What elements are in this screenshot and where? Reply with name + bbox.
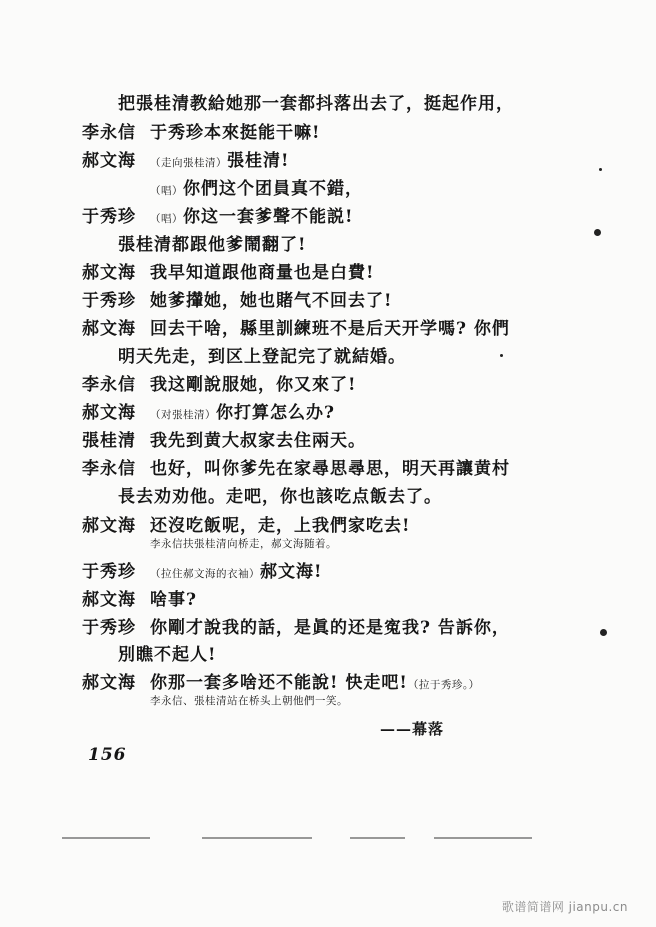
stage-direction: （对張桂清） xyxy=(150,409,216,421)
dialogue-text: 別瞧不起人! xyxy=(118,645,217,665)
speaker-name: 郝文海 xyxy=(82,516,136,536)
scan-smudge xyxy=(62,837,150,839)
scan-smudge xyxy=(202,837,312,839)
dialogue-text: 她爹攆她，她也賭气不回去了! xyxy=(150,291,393,311)
speaker-name: 李永信 xyxy=(82,375,136,395)
dialogue-line xyxy=(150,258,374,283)
speaker-name: 于秀珍 xyxy=(82,207,136,227)
dialogue-line xyxy=(150,557,322,582)
dialogue-text: 还沒吃飯呢，走，上我們家吃去! xyxy=(150,516,411,536)
dialogue-line xyxy=(150,286,392,311)
punch-mark-dot xyxy=(600,629,607,636)
dialogue-line xyxy=(150,314,510,339)
stage-direction: 李永信、張桂清站在桥头上朝他們一笑。 xyxy=(150,695,348,707)
continuation-line xyxy=(118,640,216,665)
stage-direction: （走向張桂清） xyxy=(150,157,227,169)
dialogue-line xyxy=(150,426,366,451)
dialogue-text: 張桂清都跟他爹鬧翻了! xyxy=(118,235,307,255)
dialogue-text: 回去干啥，縣里訓練班不是后天开学嗎? 你們 xyxy=(150,319,510,339)
scan-artifact-strip xyxy=(62,830,532,846)
speaker-name: 于秀珍 xyxy=(82,291,136,311)
speaker-name: 郝文海 xyxy=(82,319,136,339)
dialogue-text: 我这剛說服她，你又來了! xyxy=(150,375,357,395)
scan-smudge xyxy=(434,837,532,839)
dialogue-line xyxy=(150,613,510,638)
dialogue-text: 郝文海! xyxy=(260,562,323,582)
scan-speck xyxy=(500,354,503,357)
dialogue-line xyxy=(150,370,356,395)
speaker-name: 李永信 xyxy=(82,123,136,143)
speaker-name: 李永信 xyxy=(82,459,136,479)
stage-direction: （拉于秀珍。） xyxy=(407,679,480,691)
dialogue-text: 也好，叫你爹先在家尋思尋思，明天再讓黄村 xyxy=(150,459,510,479)
speaker-name: 郝文海 xyxy=(82,590,136,610)
dialogue-text: 你剛才說我的話，是眞的还是寃我? 告訴你， xyxy=(150,618,510,638)
curtain-falls: ——幕落 xyxy=(380,720,445,738)
dialogue-line xyxy=(150,454,510,479)
dialogue-line xyxy=(150,398,335,423)
dialogue-text: 你們这个团員真不錯， xyxy=(183,179,363,199)
continuation-line xyxy=(118,230,306,255)
dialogue-text: 我早知道跟他商量也是白費! xyxy=(150,263,375,283)
site-watermark: 歌谱简谱网 jianpu.cn xyxy=(501,900,628,914)
speaker-name: 于秀珍 xyxy=(82,562,136,582)
speaker-name: 郝文海 xyxy=(82,403,136,423)
dialogue-line xyxy=(150,118,320,143)
scan-speck xyxy=(599,168,602,171)
dialogue-text: 你这一套爹聲不能説! xyxy=(183,207,354,227)
speaker-name: 郝文海 xyxy=(82,673,136,693)
continuation-line xyxy=(118,342,406,367)
page-number: 156 xyxy=(88,745,127,765)
continuation-line xyxy=(118,482,442,507)
dialogue-line xyxy=(150,146,289,171)
dialogue-text: 把張桂清教給她那一套都抖落出去了，挺起作用， xyxy=(118,94,514,114)
dialogue-text: 你那一套多啥还不能說! 快走吧! xyxy=(150,673,408,693)
speaker-name: 張桂清 xyxy=(82,431,136,451)
dialogue-text: 張桂清! xyxy=(227,151,290,171)
stage-direction-line xyxy=(150,693,348,708)
stage-direction: 李永信扶張桂清向桥走，郝文海随着。 xyxy=(150,538,337,550)
stage-direction: （唱） xyxy=(150,213,183,225)
scan-smudge xyxy=(350,837,405,839)
dialogue-line xyxy=(150,668,480,693)
stage-direction-line xyxy=(150,536,337,551)
dialogue-text: 長去劝劝他。走吧，你也該吃点飯去了。 xyxy=(118,487,442,507)
dialogue-line xyxy=(150,585,197,610)
dialogue-text: 你打算怎么办? xyxy=(216,403,335,423)
speaker-name: 于秀珍 xyxy=(82,618,136,638)
dialogue-text: 明天先走，到区上登記完了就結婚。 xyxy=(118,347,406,367)
stage-direction: （拉住郝文海的衣袖） xyxy=(150,568,260,580)
speaker-name: 郝文海 xyxy=(82,263,136,283)
punch-mark-dot xyxy=(594,229,601,236)
dialogue-text: 于秀珍本來挺能干嘛! xyxy=(150,123,321,143)
continuation-line xyxy=(118,89,514,114)
stage-direction: （唱） xyxy=(150,185,183,197)
speaker-name: 郝文海 xyxy=(82,151,136,171)
dialogue-line xyxy=(150,202,353,227)
dialogue-line xyxy=(150,174,363,199)
dialogue-text: 我先到黄大叔家去住兩天。 xyxy=(150,431,366,451)
dialogue-line xyxy=(150,511,410,536)
dialogue-text: 啥事? xyxy=(150,590,197,610)
